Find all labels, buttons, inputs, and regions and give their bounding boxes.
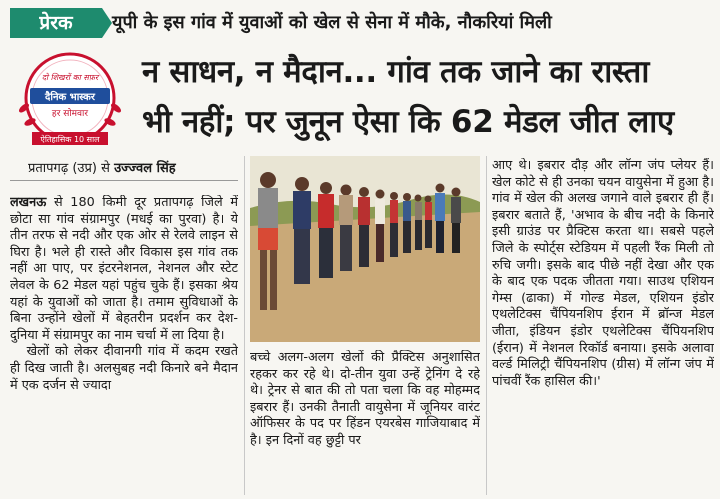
logo-anniversary: ऐतिहासिक 10 साल bbox=[40, 135, 100, 144]
dateline: लखनऊ bbox=[10, 195, 47, 210]
byline bbox=[28, 158, 176, 176]
column-divider-1 bbox=[244, 156, 245, 495]
paragraph-1-text: से 180 किमी दूर प्रतापगढ़ जिले में छोटा सा गांव संग्रामपुर (मधई का पुरवा) है। ये तीन तरफ से नदी और एक ओर से रेलवे लाइन से घिरा है। भले ही रास्ते और विकास इस गांव तक नहीं आ पाए, पर इंटरनेशनल, नेशनल और स्टेट लेवल के 62 मेडल यहां पहुंच चुके हैं। इसका श्रेय यहां के युवाओं को जाता है। तमाम सुविधाओं के बिना उन्होंने खेलों में बेहतरीन प्रदर्शन कर देश-दुनिया में संग्रामपुर का नाम चर्चा में ला दिया है। bbox=[10, 195, 238, 343]
athletes-lineup-photo bbox=[250, 156, 480, 342]
byline-author: उज्ज्वल सिंह bbox=[114, 161, 176, 176]
byline-place: प्रतापगढ़ (उप्र) से bbox=[28, 161, 110, 176]
paragraph-4: आए थे। इबरार दौड़ और लॉन्ग जंप प्लेयर हैं। खेल कोटे से ही उनका चयन वायुसेना में हुआ है। गांव में खेल की अलख जगाने वाले इबरार ही हैं। इबरार बताते हैं, 'अभाव के बीच नदी के किनारे इसी ग्राउंड पर प्रैक्टिस करता था। सबसे पहले जिले के स्पोर्ट्स स्टेडियम में पहली रैंक मिली तो रुचि जगी। इसके बाद पीछे नहीं देखा और एक के बाद एक पदक जीतता गया। साउथ एशियन गेम्स (ढाका) में गोल्ड मेडल, एशियन इंडोर एथलेटिक्स चैंपियनशिप ईरान में ब्रॉन्ज मेडल जीता, इंडियन इंडोर एथलेटिक्स चैंपियनशिप (ईरान) में नेशनल रिकॉर्ड बनाया। इसके अलावा वर्ल्ड मिलिट्री चैंपियनशिप (ग्रीस) में लॉन्ग जंप में पांचवीं रैंक हासिल की।' bbox=[492, 158, 714, 389]
kicker-headline: यूपी के इस गांव में युवाओं को खेल से सेना में मौके, नौकरियां मिली bbox=[112, 12, 552, 33]
headline-line-2: भी नहीं; पर जुनून ऐसा कि 62 मेडल जीत लाए bbox=[142, 104, 674, 140]
logo-top-text: दो शिखरों का सफ़र bbox=[41, 73, 99, 82]
newspaper-anniversary-logo bbox=[10, 48, 130, 166]
article-column-3 bbox=[492, 158, 714, 495]
logo-brand: दैनिक भास्कर bbox=[45, 92, 95, 103]
paragraph-2: खेलों को लेकर दीवानगी गांव में कदम रखते ही दिख जाती है। अलसुबह नदी किनारे बने मैदान में एक दर्जन से ज्यादा bbox=[10, 344, 238, 393]
section-tag: प्रेरक bbox=[10, 8, 102, 38]
headline-line-1: न साधन, न मैदान... गांव तक जाने का रास्ता bbox=[142, 54, 650, 90]
paragraph-1 bbox=[10, 195, 238, 344]
article-column-2 bbox=[250, 350, 480, 495]
byline-divider bbox=[10, 180, 238, 181]
paragraph-3: बच्चे अलग-अलग खेलों की प्रैक्टिस अनुशासित रहकर कर रहे थे। दो-तीन युवा उन्हें ट्रेनिंग दे रहे थे। ट्रेनर से बात की तो पता चला कि वह मोहम्मद इबरार हैं। उनकी तैनाती वायुसेना में जूनियर वारंट ऑफिसर के पद पर हिंडन एयरबेस गाजियाबाद में है। इन दिनों वह छुट्टी पर bbox=[250, 350, 480, 448]
column-divider-2 bbox=[486, 156, 487, 495]
logo-sub-brand: हर सोमवार bbox=[51, 109, 89, 119]
article-column-1 bbox=[10, 195, 238, 495]
